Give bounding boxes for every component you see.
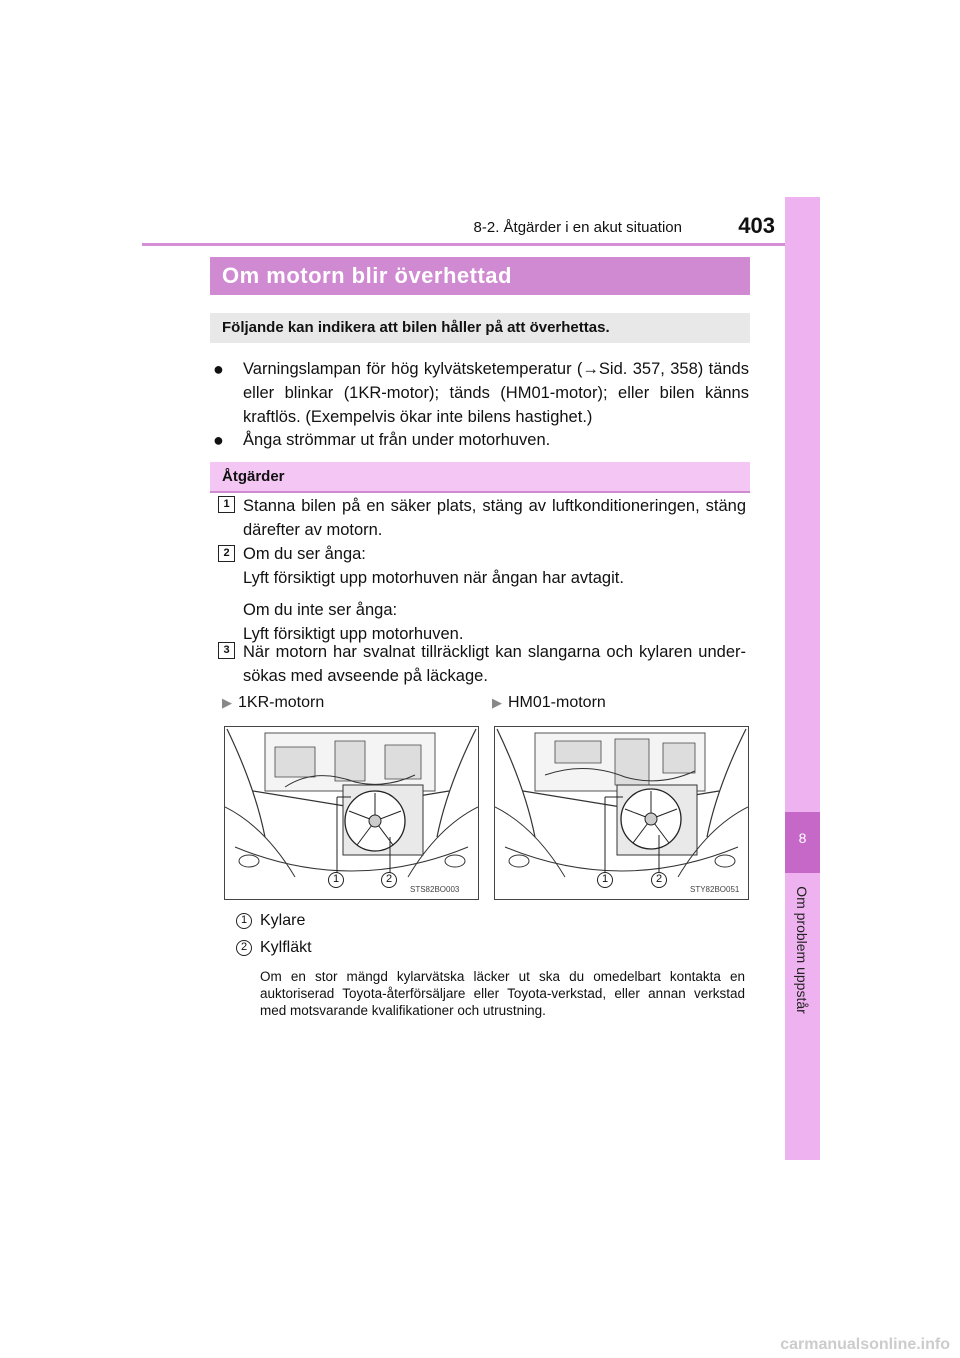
callout-1: 1: [328, 872, 344, 888]
chapter-number: 8: [798, 830, 807, 846]
figure-code: STY82BO051: [690, 885, 740, 894]
symptom-item: ● Ånga strömmar ut från under motorhuven.: [213, 430, 551, 450]
engine-illustration-1kr: [224, 726, 479, 900]
bullet-icon: ●: [213, 359, 224, 379]
intro-bar: Följande kan indikera att bilen håller på att överhettas.: [210, 313, 750, 343]
callout-2: 2: [381, 872, 397, 888]
triangle-bullet-icon: ▶: [222, 695, 232, 710]
bullet-icon: ●: [213, 430, 224, 450]
engine-illustration-hm01: [494, 726, 749, 900]
header-divider: [142, 243, 820, 246]
section-title: 8-2. Åtgärder i en akut situation: [473, 219, 682, 236]
step-number-box: 3: [218, 642, 235, 659]
actions-heading: Åtgärder: [210, 462, 750, 492]
figure-label-hm01: ▶ HM01-motorn: [492, 694, 606, 711]
figure-code: STS82BO003: [410, 885, 460, 894]
step-text: Stanna bilen på en säker plats, stäng av luftkonditioneringen, stäng därefter av motorn.: [243, 497, 746, 539]
legend-number: 1: [236, 913, 252, 929]
step-number-box: 2: [218, 545, 235, 562]
watermark: carmanualsonline.info: [780, 1336, 950, 1353]
symptom-item: ● Varningslampan för hög kylvätsketemperatur (→Sid. 357, 358) tänds eller blinkar (1KR-motor); tänds (HM01-motor); eller bilen känns kraftlös. (Exempelvis ökar inte bilens hastighet.): [213, 359, 749, 426]
legend-radiator: Kylare: [260, 912, 306, 929]
chapter-label: Om problem uppstår: [794, 886, 811, 1014]
actions-divider: [210, 491, 750, 493]
step-text: När motorn har svalnat tillräckligt kan slangarna och kylaren under-sökas med avseende på läckage.: [243, 643, 746, 685]
coolant-leak-note: Om en stor mängd kylarvätska läcker ut ska du omedelbart kontakta en auktoriserad Toyota-återförsäljare eller Toyota-verkstad, eller annan verkstad med motsvarande kvalifikationer och utrustning.: [260, 969, 745, 1018]
legend-cooling-fan: Kylfläkt: [260, 939, 312, 956]
callout-1: 1: [597, 872, 613, 888]
legend-number: 2: [236, 940, 252, 956]
callout-2: 2: [651, 872, 667, 888]
step-number-box: 1: [218, 496, 235, 513]
triangle-bullet-icon: ▶: [492, 695, 502, 710]
page-title: Om motorn blir överhettad: [210, 257, 750, 295]
figure-label-1kr: ▶ 1KR-motorn: [222, 694, 325, 711]
page-number: 403: [738, 213, 775, 238]
step-text: Om du ser ånga: Lyft försiktigt upp motorhuven när ångan har avtagit. Om du inte ser ånga: Lyft försiktigt upp motorhuven.: [243, 545, 624, 643]
